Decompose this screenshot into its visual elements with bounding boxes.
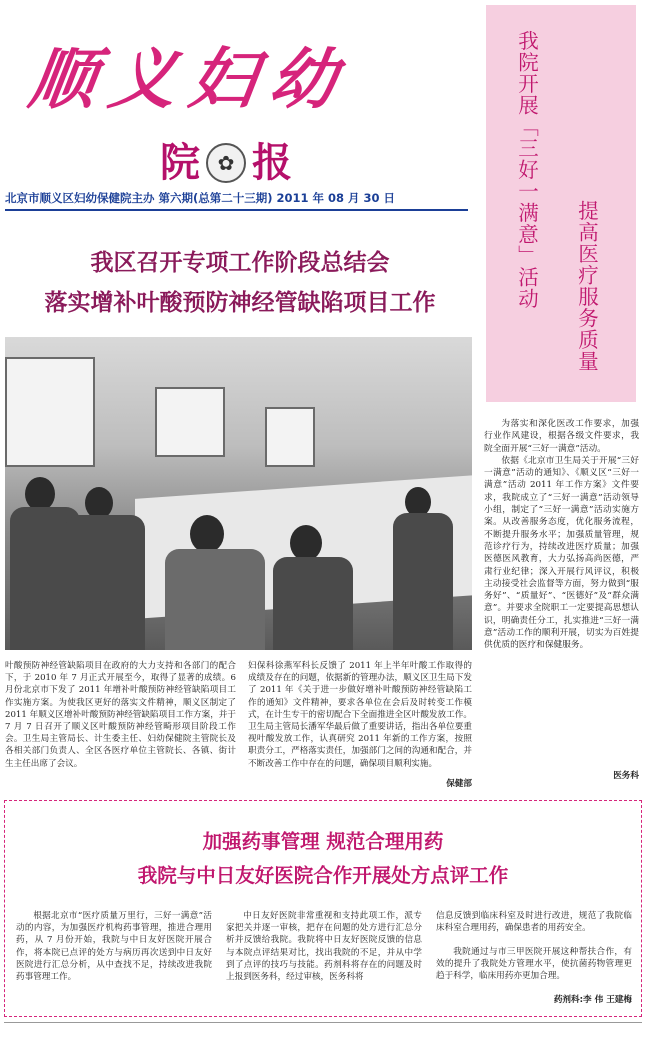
photo-person-body <box>165 549 265 650</box>
sidebar-article <box>484 418 639 652</box>
photo-window-left <box>5 357 95 467</box>
lead-headline-2: 落实增补叶酸预防神经管缺陷项目工作 <box>44 289 436 316</box>
sidebar-paragraph-2: 依据《北京市卫生局关于开展“三好一满意”活动的通知》、《顺义区“三好一满意”活动 2011 年工作方案》文件要求，我院成立了“三好一满意”活动领导小组，制定了“三好一满意”活动实施方案。从改善服务态度，优化服务流程，不断提升服务水平；加强质量管理，规范诊疗行为，持续改进医疗质量；加强医德医风教育，大力弘扬高尚医德，严肃行业纪律；深入开展行风评议，积极主动接受社会监督等方面，努力做到“服务好”、“质量好”、“医德好”及“群众满意”。并要求全院职工一定要提高思想认识，明确责任分工，扎实推进“三好一满意”活动工作的顺利开展，切实为百姓提供优质的医疗和保健服务。 <box>484 455 639 651</box>
subtitle-left: 院 <box>160 139 200 186</box>
bottom-divider <box>4 1022 642 1023</box>
meeting-photo <box>5 337 472 650</box>
newspaper-subtitle <box>160 140 292 186</box>
lead-article-col-1: 叶酸预防神经管缺陷项目在政府的大力支持和各部门的配合下，于 2010 年 7 月正式开展至今，取得了显著的成绩。6 月份北京市下发了 2011 年增补叶酸预防神经管缺陷项目工作实施方案。为使我区更好的落实文件精神，顺义区制定了 2011 年顺义区增补叶酸预防神经管缺陷项目工作方案，并于 7 月 7 日召开了顺义区叶酸预防神经管畸形项目阶段工作会。卫生局主管局长、计生委主任、妇幼保健院主管院长及各相关部门负责人、全区各医疗单位主管院长、各镇、街计生主任出席了会议。 <box>5 661 236 769</box>
photo-window-right <box>265 407 315 467</box>
second-headline-1: 加强药事管理 规范合理用药 <box>202 830 444 853</box>
photo-person-body <box>273 557 353 650</box>
lead-article-signature: 保健部 <box>446 779 472 789</box>
photo-person-body <box>65 515 145 650</box>
second-headline-2: 我院与中日友好医院合作开展处方点评工作 <box>137 864 509 887</box>
issue-divider <box>5 209 468 211</box>
sidebar-title-2: 提高医疗服务质量 <box>574 200 599 372</box>
photo-person-body <box>393 513 453 650</box>
second-article-col-3a: 信息反馈到临床科室及时进行改进，规范了我院临床科室合理用药，确保患者的用药安全。 <box>436 911 632 934</box>
second-article-col-3b: 我院通过与市三甲医院开展这种帮扶合作，有效的提升了我院处方管理水平，使抗菌药物管理更趋于科学，临床用药亦更加合理。 <box>436 947 632 982</box>
photo-person-head <box>290 525 322 561</box>
second-article-col-2: 中日友好医院非常重视和支持此项工作，派专家把关并逐一审核，把存在问题的处方进行汇总分析并反馈给我院。我院将中日友好医院反馈的信息与本院点评结果对比，找出我院的不足，并从中学到了点评的技巧与技能。药剂科将存在的问题及时上报到医务科，经过审核，医务科将 <box>226 911 422 983</box>
second-article-col-1: 根据北京市“医疗质量万里行，三好一满意”活动的内容，为加强医疗机构药事管理，推进合理用药，从 7 月份开始，我院与中日友好医院开展合作，将本院已点评的处方与病历再次送到中日友好医院进行汇总分析，从中查找不足，持续改进我院药事管理工作。 <box>16 911 212 983</box>
lead-article-col-2: 妇保科徐燕军科长反馈了 2011 年上半年叶酸工作取得的成绩及存在的问题，依据新的管理办法，顺义区卫生局下发了 2011 年《关于进一步做好增补叶酸预防神经管缺陷工作的通知》文件精神，要求各单位在会后及时转变工作模式，在计生专干的密切配合下全面推进全区叶酸发放工作。卫生局主管局长潘军华最后做了重要讲话，指出各单位要重视叶酸发放工作，认真研究 2011 年新的工作方案，按照职责分工，严格落实责任，加强部门之间的沟通和配合，并不断改善工作中存在的问题，确保项目顺利实施。 <box>248 661 472 769</box>
issue-line: 北京市顺义区妇幼保健院主办 第六期(总第二十三期) 2011 年 08 月 30 日 <box>5 191 396 205</box>
sidebar-paragraph-1: 为落实和深化医改工作要求，加强行业作风建设，根据各级文件要求，我院全面开展“三好一满意”活动。 <box>484 419 639 454</box>
sidebar-signature: 医务科 <box>613 771 639 781</box>
lead-headline-1: 我区召开专项工作阶段总结会 <box>90 249 390 276</box>
sidebar-title-1: 我院开展「三好一满意」活动 <box>514 30 539 310</box>
sidebar-banner <box>486 5 636 402</box>
second-article-signature: 药剂科:李 伟 王建梅 <box>553 995 632 1005</box>
hospital-emblem-icon: ✿ <box>206 143 246 183</box>
photo-person-head <box>25 477 55 511</box>
photo-person-head <box>190 515 224 553</box>
subtitle-right: 报 <box>252 139 292 186</box>
newspaper-title: 顺义妇幼 <box>24 41 356 118</box>
photo-window-mid <box>155 387 225 457</box>
